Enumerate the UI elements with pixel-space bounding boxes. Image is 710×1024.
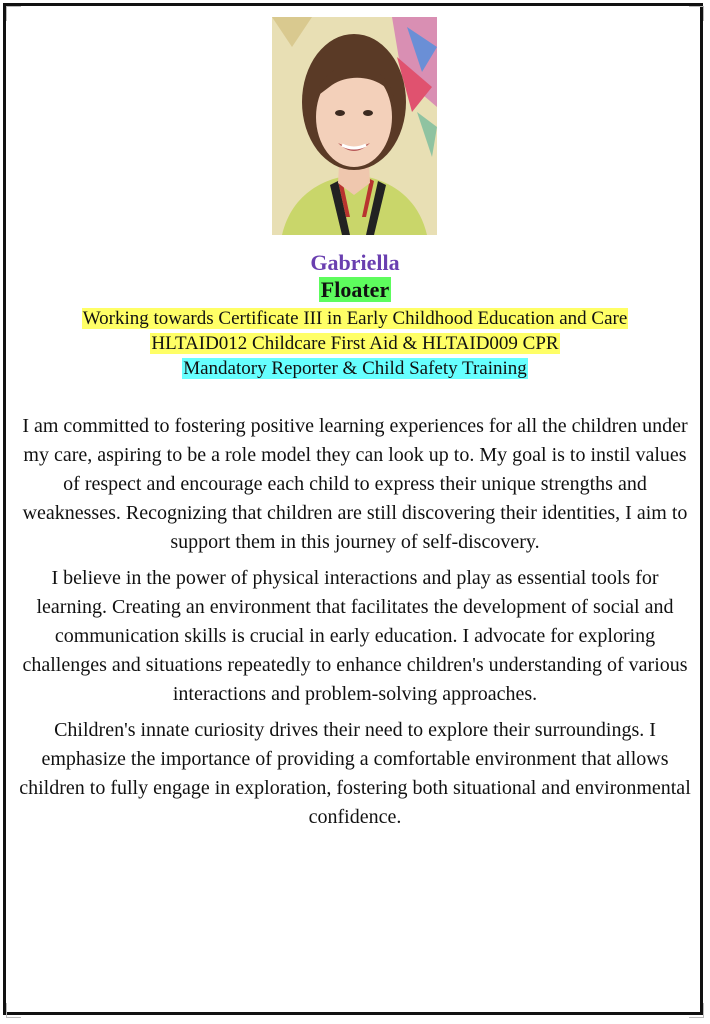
bio-paragraph-1: I am committed to fostering positive learning experiences for all the children under my care, aspiring to be a role model they can look up to. My goal is to instil values of respect and encourage each child to express their unique strengths and weaknesses. Recognizing that children are still discovering their identities, I aim to support them in this journey of self-discovery.	[22, 415, 688, 553]
crop-mark-top-right	[689, 6, 704, 21]
crop-mark-bottom-right	[689, 1003, 704, 1018]
staff-name: Gabriella	[310, 250, 400, 275]
crop-mark-top-left	[6, 6, 21, 21]
bio-text	[14, 412, 696, 839]
crop-mark-bottom-left	[6, 1003, 21, 1018]
credential-child-safety: Mandatory Reporter & Child Safety Training	[183, 358, 527, 379]
bio-paragraph-2: I believe in the power of physical interactions and play as essential tools for learning. Creating an environment that facilitates the development of social and communication skills is crucial in early education. I advocate for exploring challenges and situations repeatedly to enhance children's understanding of various interactions and problem-solving approaches.	[22, 567, 688, 705]
profile-header	[0, 249, 710, 381]
credential-first-aid: HLTAID012 Childcare First Aid & HLTAID009 CPR	[151, 333, 559, 354]
credential-certificate: Working towards Certificate III in Early Childhood Education and Care	[82, 308, 628, 329]
bio-paragraph-3: Children's innate curiosity drives their need to explore their surroundings. I emphasize the importance of providing a comfortable environment that allows children to fully engage in exploration, fostering both situational and environmental confidence.	[19, 719, 691, 828]
staff-role: Floater	[320, 277, 390, 302]
profile-photo	[272, 17, 437, 235]
